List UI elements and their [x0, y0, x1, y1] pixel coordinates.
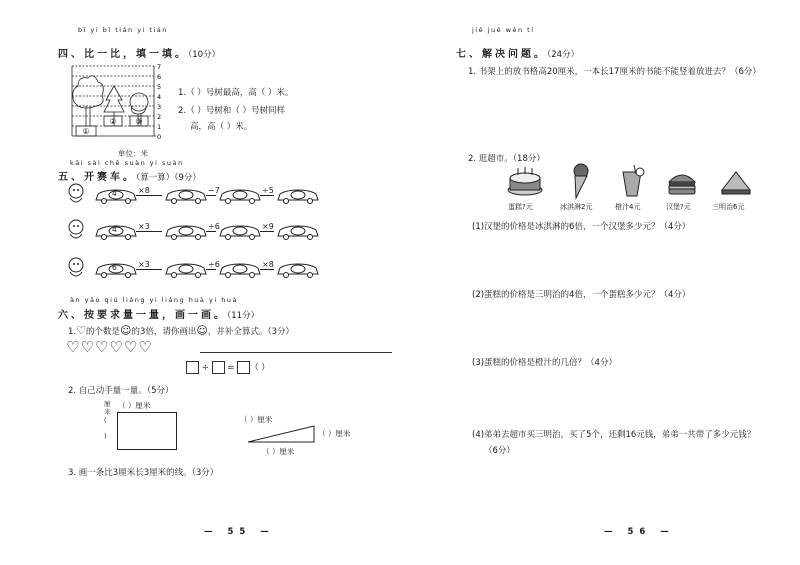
- operation-label: ×3: [138, 222, 150, 231]
- item-label-hamburger: 汉堡?元: [666, 203, 691, 211]
- arrow-line: [136, 269, 162, 270]
- page-number-right: — 56 —: [604, 527, 675, 537]
- sec7-s1: (1)汉堡的价格是冰淇淋的6倍，一个汉堡多少元？（4分）: [472, 222, 691, 232]
- tick-7: 7: [157, 63, 162, 71]
- tick-4: 4: [157, 93, 162, 101]
- arrow-line: [260, 195, 274, 196]
- answer-blank[interactable]: [291, 191, 305, 199]
- sec7-title-text: 七、解决问题。: [456, 49, 547, 60]
- rect-side-label: 厘 米 ( ): [104, 400, 111, 440]
- arrow-line: [136, 195, 162, 196]
- arrow-line: [206, 269, 216, 270]
- tick-0: 0: [157, 133, 162, 141]
- q1-text-c: 的3倍，请你画出: [131, 327, 197, 337]
- sec6-q3: 3. 画一条比3厘米长3厘米的线。（3分）: [68, 468, 219, 478]
- sec6-q1: [68, 324, 294, 337]
- sec4-title-text: 四、比一比，填一填。: [58, 49, 188, 60]
- sec4-q2b: 高，高（ ）米。: [190, 122, 253, 132]
- heart-icon: ♡: [76, 324, 86, 337]
- sec5-points: （9分）: [174, 173, 201, 183]
- sec6-title-text: 六、按要求量一量，画一画。: [58, 310, 227, 321]
- sec6-pinyin: àn yāo qiú liáng yi liáng huà yi huà: [70, 296, 238, 304]
- sec4-title: [58, 45, 220, 60]
- cake-icon: [506, 164, 544, 198]
- tri-bottom-label: （ ）厘米: [262, 447, 295, 456]
- tick-2: 2: [157, 113, 162, 121]
- tree-label-1: ①: [82, 127, 90, 136]
- answer-blank[interactable]: [233, 227, 247, 235]
- tree-label-2: ②: [109, 117, 117, 126]
- smiley-icon-2: ☺: [196, 324, 208, 337]
- answer-box[interactable]: [212, 361, 225, 374]
- sec5-pinyin: kāi sài chē suàn yi suàn: [70, 159, 184, 167]
- sec7-title: [456, 45, 579, 60]
- ice-cream-icon: [566, 162, 592, 200]
- drawing-line: [200, 352, 392, 353]
- sec5-title: [58, 168, 201, 183]
- operation-label: −7: [208, 186, 220, 195]
- item-label-sandwich: 三明治6元: [712, 203, 745, 211]
- sec7-s4a: (4)弟弟去超市买三明治，买了5个，还剩16元钱，弟弟一共带了多少元钱？: [472, 430, 756, 440]
- q1-formula: ÷ = （ ）: [186, 361, 270, 374]
- tree-height-chart: [64, 62, 168, 146]
- arrow-line: [136, 231, 162, 232]
- sec7-s2: (2)蛋糕的价格是三明治的4倍，一个蛋糕多少元？（4分）: [472, 290, 691, 300]
- q1-text-b: 的个数是: [86, 327, 121, 337]
- sec7-pinyin: jiě jué wèn tí: [472, 26, 535, 34]
- arrow-line: [206, 195, 216, 196]
- answer-blank[interactable]: [233, 191, 247, 199]
- monkey-driver-icon: [64, 256, 88, 284]
- girl-driver-icon: [64, 218, 88, 246]
- sec4-pinyin: bǐ yi bǐ tián yi tián: [78, 26, 168, 34]
- answer-blank[interactable]: [179, 227, 193, 235]
- sec7-s3: (3)蛋糕的价格是橙汁的几倍？（4分）: [472, 358, 617, 368]
- item-label-orange-juice: 橙汁4元: [615, 203, 641, 211]
- item-label-ice-cream: 冰淇淋2元: [560, 203, 593, 211]
- answer-box[interactable]: [237, 361, 250, 374]
- arrow-line: [206, 231, 216, 232]
- unit-label: 单位：米: [118, 149, 148, 158]
- answer-box[interactable]: [186, 361, 199, 374]
- operation-label: ×8: [262, 260, 274, 269]
- heart-icon: ♡: [94, 338, 110, 356]
- heart-icon: ♡: [138, 338, 153, 356]
- sec7-points: （24分）: [547, 50, 580, 60]
- sec6-points: （11分）: [227, 311, 260, 321]
- sec5-subtitle: （算一算）: [136, 173, 175, 183]
- sec4-q2a: 2.（ ）号树和（ ）号树同样: [178, 106, 286, 116]
- duck-driver-icon: [64, 182, 88, 210]
- measure-triangle: [246, 422, 316, 444]
- operation-label: ÷6: [208, 222, 220, 231]
- sandwich-icon: [718, 168, 754, 198]
- formula-result-blank: （ ）: [250, 363, 270, 373]
- sec5-title-text: 五、开赛车。: [58, 172, 136, 183]
- q1-text-d: ，并补全算式。（3分）: [207, 327, 295, 337]
- tri-right-label: （ ）厘米: [318, 429, 351, 438]
- answer-blank[interactable]: [233, 265, 247, 273]
- sec4-points: （10分）: [188, 50, 221, 60]
- tree-label-3: ③: [135, 117, 143, 126]
- operation-label: ×9: [262, 222, 274, 231]
- start-number: 4: [112, 189, 117, 198]
- heart-icon: ♡: [66, 338, 81, 356]
- rect-top-label: （ ）厘米: [118, 401, 151, 410]
- tick-6: 6: [157, 73, 162, 81]
- heart-icon: ♡: [123, 338, 139, 356]
- sec7-q2: 2. 逛超市。（18分）: [468, 154, 545, 164]
- tick-1: 1: [157, 123, 162, 131]
- q1-number: 1.: [68, 327, 77, 337]
- answer-blank[interactable]: [291, 227, 305, 235]
- operation-label: ×3: [138, 260, 150, 269]
- sec6-title: [58, 306, 259, 321]
- sec7-s4b: （6分）: [484, 446, 515, 456]
- start-number: 4: [112, 225, 117, 234]
- answer-blank[interactable]: [179, 191, 193, 199]
- hearts-row: [66, 338, 153, 356]
- answer-blank[interactable]: [179, 265, 193, 273]
- item-label-cake: 蛋糕?元: [508, 203, 533, 211]
- arrow-line: [260, 269, 274, 270]
- operation-label: ÷6: [208, 260, 220, 269]
- tick-3: 3: [157, 103, 162, 111]
- sec4-q1: 1.（ ）号树最高，高（ ）米。: [178, 88, 294, 98]
- answer-blank[interactable]: [291, 265, 305, 273]
- heart-icon: ♡: [80, 338, 95, 356]
- sec7-q1: 1. 书架上的放书格高20厘米，一本长17厘米的书能不能竖着放进去？（6分）: [468, 67, 761, 77]
- start-number: 6: [112, 263, 117, 272]
- orange-juice-icon: [618, 164, 646, 198]
- tri-top-label: （ ）厘米: [240, 415, 273, 424]
- measure-rectangle: [117, 412, 177, 450]
- arrow-line: [260, 231, 274, 232]
- hamburger-icon: [666, 170, 698, 196]
- operation-label: ×8: [138, 186, 150, 195]
- heart-icon: ♡: [109, 338, 124, 356]
- tick-5: 5: [157, 83, 162, 91]
- sec6-q2: 2. 自己动手量一量。（5分）: [68, 386, 174, 396]
- operation-label: ÷5: [262, 186, 274, 195]
- smiley-icon: ☺: [120, 324, 132, 337]
- page-number-left: — 55 —: [204, 527, 275, 537]
